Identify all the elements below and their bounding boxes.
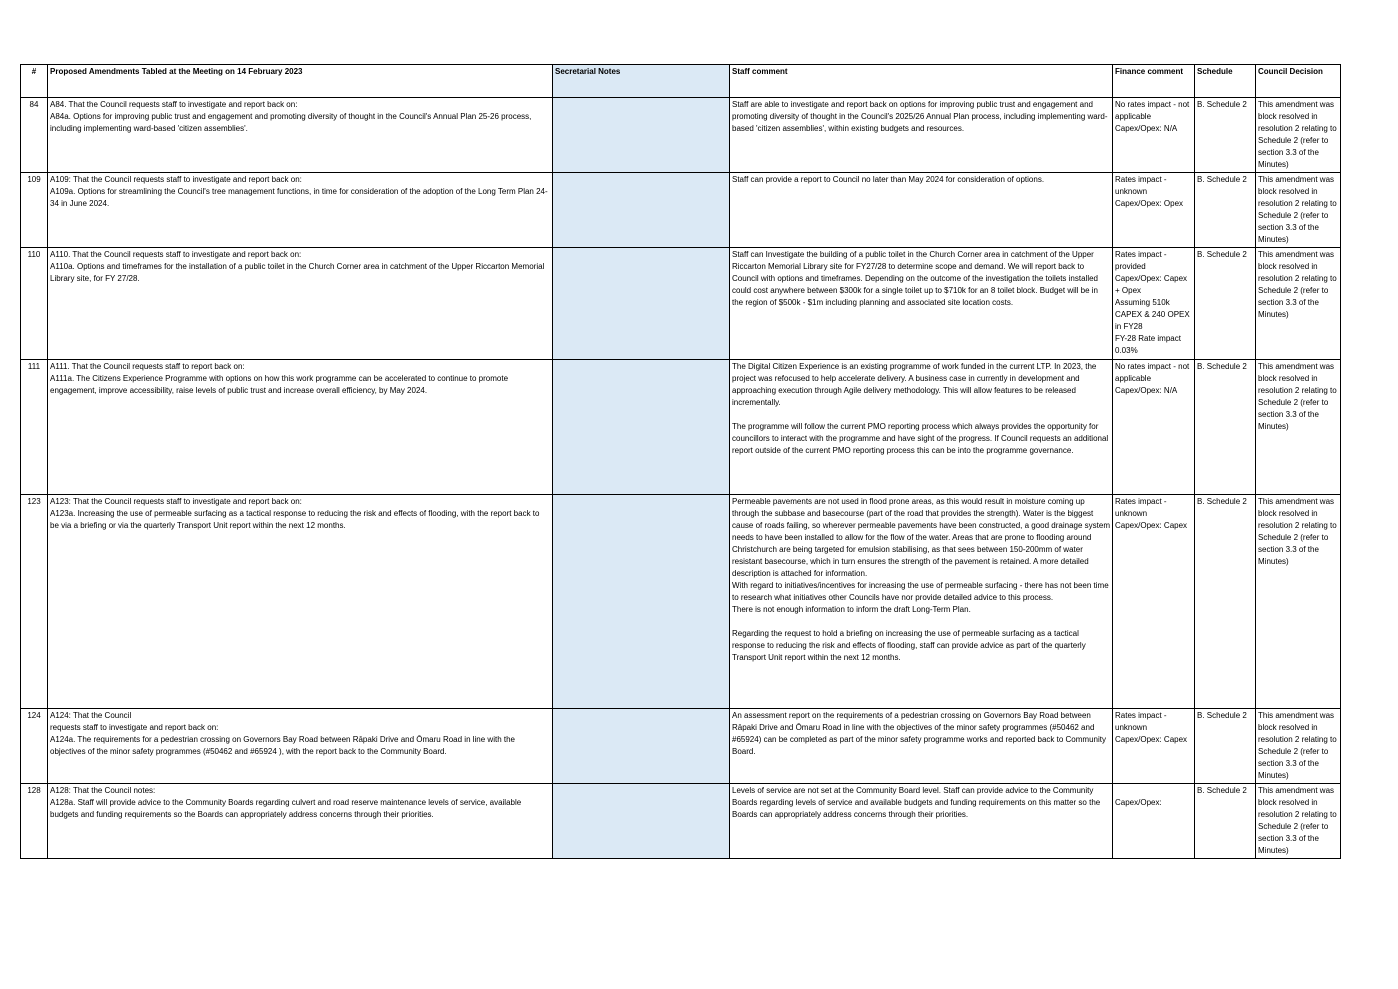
secretarial-notes-cell <box>553 173 730 248</box>
staff-comment-text <box>732 409 1110 421</box>
staff-comment-cell <box>730 360 1113 495</box>
table-header-row <box>21 65 1341 98</box>
secretarial-notes-cell <box>553 360 730 495</box>
row-number: 84 <box>21 98 48 173</box>
finance-comment-text: Rates impact - unknown <box>1115 497 1169 518</box>
staff-comment-cell <box>730 248 1113 360</box>
amendment-text: A110. That the Council requests staff to investigate and report back on: <box>50 250 302 259</box>
finance-comment-text: Capex/Opex: N/A <box>1115 386 1178 395</box>
header-finance-comment: Finance comment <box>1113 65 1195 98</box>
table-row <box>21 784 1341 859</box>
finance-comment-text: Capex/Opex: <box>1115 798 1162 807</box>
amendment-text: A128a. Staff will provide advice to the Community Boards regarding culvert and road reserve maintenance levels of service, available budgets and funding requirements so the Boards can appropriately address concerns through their priorities. <box>50 798 524 819</box>
amendment-text: A111a. The Citizens Experience Programme with options on how this work programme can be accelerated to continue to promote engagement, improve accessibility, raise levels of public trust and increase overall efficiency, by May 2024. <box>50 374 511 395</box>
row-number: 124 <box>21 709 48 784</box>
staff-comment-text <box>732 616 1110 628</box>
finance-comment-cell <box>1113 248 1195 360</box>
table-row <box>21 248 1341 360</box>
finance-comment-text: Assuming 510k CAPEX & 240 OPEX in FY28 <box>1115 298 1192 331</box>
staff-comment-text: Staff can provide a report to Council no later than May 2024 for consideration of options. <box>732 175 1045 184</box>
amendment-text: A84a. Options for improving public trust and engagement and promoting diversity of thought in the Council's Annual Plan 25-26 process, including implementing ward-based 'citizen assemblies'. <box>50 112 534 133</box>
staff-comment-text: An assessment report on the requirements of a pedestrian crossing on Governors Bay Road between Rāpaki Drive and Ōmaru Road in line with the objectives of the minor safety programmes (#50462 and #65924) can be completed as part of the minor safety programme works and reported back to Community Board. <box>732 711 1109 756</box>
staff-comment-text: Staff can Investigate the building of a public toilet in the Church Corner area in catchment of the Upper Riccarton Memorial Library site for FY27/28 to determine scope and demand. We will report back to Council with options and timeframes. Depending on the outcome of the investigation the toilets installed could cost anywhere between $300k for a single toilet up to $710k for an 8 toilet block. Budget will be in the region of $500k - $1m including planning and associated site location costs. <box>732 250 1101 307</box>
finance-comment-text <box>1115 785 1192 797</box>
finance-comment-text: Rates impact - unknown <box>1115 175 1169 196</box>
staff-comment-text: Regarding the request to hold a briefing on increasing the use of permeable surfacing as a tactical response to reducing the risk and effects of flooding, staff can provide advice as part of the quarterly Transport Unit report within the next 12 months. <box>732 629 1088 662</box>
staff-comment-text: The programme will follow the current PMO reporting process which always provides the opportunity for councillors to interact with the programme and have sight of the progress. If Council requests an additional report outside of the current PMO reporting process this can be into the programme governance. <box>732 422 1111 455</box>
secretarial-notes-cell <box>553 784 730 859</box>
amendment-text: A128: That the Council notes: <box>50 786 156 795</box>
amendment-cell <box>48 784 553 859</box>
council-decision-cell: This amendment was block resolved in resolution 2 relating to Schedule 2 (refer to section 3.3 of the Minutes) <box>1256 98 1341 173</box>
finance-comment-text: Rates impact - unknown <box>1115 711 1169 732</box>
table-row <box>21 709 1341 784</box>
staff-comment-cell <box>730 784 1113 859</box>
header-schedule: Schedule <box>1195 65 1256 98</box>
header-secretarial-notes: Secretarial Notes <box>553 65 730 98</box>
secretarial-notes-cell <box>553 98 730 173</box>
staff-comment-text: The Digital Citizen Experience is an existing programme of work funded in the current LTP. In 2023, the project was refocused to help accelerate delivery. A business case in currently in development and approaching execution through Agile delivery methodology. This will allow features to be released incrementally. <box>732 362 1099 407</box>
schedule-cell: B. Schedule 2 <box>1195 495 1256 709</box>
schedule-cell: B. Schedule 2 <box>1195 709 1256 784</box>
finance-comment-cell <box>1113 360 1195 495</box>
finance-comment-text: Capex/Opex: N/A <box>1115 124 1178 133</box>
table-row <box>21 495 1341 709</box>
schedule-cell: B. Schedule 2 <box>1195 248 1256 360</box>
secretarial-notes-cell <box>553 495 730 709</box>
staff-comment-cell <box>730 709 1113 784</box>
finance-comment-text: Capex/Opex: Capex <box>1115 521 1188 530</box>
row-number: 109 <box>21 173 48 248</box>
council-decision-cell: This amendment was block resolved in resolution 2 relating to Schedule 2 (refer to section 3.3 of the Minutes) <box>1256 173 1341 248</box>
header-staff-comment: Staff comment <box>730 65 1113 98</box>
amendment-text: A123a. Increasing the use of permeable surfacing as a tactical response to reducing the risk and effects of flooding, with the report back to be via a briefing or via the quarterly Transport Unit report within the next 12 months. <box>50 509 542 530</box>
header-number: # <box>21 65 48 98</box>
staff-comment-text: There is not enough information to inform the draft Long-Term Plan. <box>732 605 971 614</box>
schedule-cell: B. Schedule 2 <box>1195 173 1256 248</box>
staff-comment-text: Levels of service are not set at the Community Board level. Staff can provide advice to the Community Boards regarding levels of service and available budgets and funding requirements on this matter so the Boards can appropriately address concerns through their priorities. <box>732 786 1103 819</box>
table-row <box>21 360 1341 495</box>
amendment-text: requests staff to investigate and report back on: <box>50 723 219 732</box>
table-body <box>21 98 1341 859</box>
amendment-cell <box>48 709 553 784</box>
finance-comment-text: Capex/Opex: Capex + Opex <box>1115 274 1190 295</box>
staff-comment-cell <box>730 495 1113 709</box>
council-decision-cell: This amendment was block resolved in resolution 2 relating to Schedule 2 (refer to section 3.3 of the Minutes) <box>1256 784 1341 859</box>
table-row <box>21 173 1341 248</box>
council-decision-cell: This amendment was block resolved in resolution 2 relating to Schedule 2 (refer to section 3.3 of the Minutes) <box>1256 495 1341 709</box>
schedule-cell: B. Schedule 2 <box>1195 98 1256 173</box>
header-council-decision: Council Decision <box>1256 65 1341 98</box>
amendment-cell <box>48 360 553 495</box>
finance-comment-text: FY-28 Rate impact 0.03% <box>1115 334 1184 355</box>
finance-comment-cell <box>1113 495 1195 709</box>
amendment-text: A109a. Options for streamlining the Council's tree management functions, in time for consideration of the adoption of the Long Term Plan 24-34 in June 2024. <box>50 187 548 208</box>
schedule-cell: B. Schedule 2 <box>1195 784 1256 859</box>
amendment-text: A109: That the Council requests staff to investigate and report back on: <box>50 175 302 184</box>
amendment-text: A84. That the Council requests staff to investigate and report back on: <box>50 100 298 109</box>
amendments-table <box>20 64 1341 859</box>
finance-comment-cell <box>1113 98 1195 173</box>
finance-comment-cell <box>1113 173 1195 248</box>
amendment-cell <box>48 173 553 248</box>
row-number: 111 <box>21 360 48 495</box>
row-number: 128 <box>21 784 48 859</box>
amendment-text: A124: That the Council <box>50 711 132 720</box>
table-row <box>21 98 1341 173</box>
staff-comment-text: With regard to initiatives/incentives for increasing the use of permeable surfacing - there has not been time to research what initiatives other Councils have nor provide detailed advice to this process. <box>732 581 1111 602</box>
amendment-cell <box>48 98 553 173</box>
secretarial-notes-cell <box>553 709 730 784</box>
amendment-text: A124a. The requirements for a pedestrian crossing on Governors Bay Road between Rāpaki Drive and Ōmaru Road in line with the objectives of the minor safety programmes (#50462 and #65924 ), with the report back to the Community Board. <box>50 735 518 756</box>
finance-comment-text: Capex/Opex: Capex <box>1115 735 1188 744</box>
row-number: 123 <box>21 495 48 709</box>
finance-comment-text: Rates impact - provided <box>1115 250 1169 271</box>
finance-comment-cell <box>1113 709 1195 784</box>
staff-comment-cell <box>730 173 1113 248</box>
finance-comment-text: No rates impact - not applicable <box>1115 362 1192 383</box>
amendment-text: A110a. Options and timeframes for the installation of a public toilet in the Church Corner area in catchment of the Upper Riccarton Memorial Library site, for FY 27/28. <box>50 262 547 283</box>
staff-comment-cell <box>730 98 1113 173</box>
secretarial-notes-cell <box>553 248 730 360</box>
staff-comment-text: Permeable pavements are not used in flood prone areas, as this would result in moisture coming up through the subbase and basecourse (part of the road that provides the strength). Water is the biggest cause of roads failing, so wherever permeable pavements have been constructed, a good drainage system needs to have been installed to allow for the flow of the water. Areas that are prone to flooding around Christchurch are being targeted for emulsion stabilising, as that sees between 150-200mm of water resistant basecourse, which in turn ensures the strength of the pavement is retained. A more detailed description is attached for information. <box>732 497 1113 578</box>
council-decision-cell: This amendment was block resolved in resolution 2 relating to Schedule 2 (refer to section 3.3 of the Minutes) <box>1256 360 1341 495</box>
staff-comment-text: Staff are able to investigate and report back on options for improving public trust and engagement and promoting diversity of thought in the Council's 2025/26 Annual Plan process, including implementing ward-based 'citizen assemblies', within existing budgets and resources. <box>732 100 1108 133</box>
finance-comment-cell <box>1113 784 1195 859</box>
council-decision-cell: This amendment was block resolved in resolution 2 relating to Schedule 2 (refer to section 3.3 of the Minutes) <box>1256 709 1341 784</box>
council-decision-cell: This amendment was block resolved in resolution 2 relating to Schedule 2 (refer to section 3.3 of the Minutes) <box>1256 248 1341 360</box>
amendment-text: A123: That the Council requests staff to investigate and report back on: <box>50 497 302 506</box>
finance-comment-text: No rates impact - not applicable <box>1115 100 1192 121</box>
header-proposed-amendments: Proposed Amendments Tabled at the Meeting on 14 February 2023 <box>48 65 553 98</box>
amendment-cell <box>48 248 553 360</box>
amendment-cell <box>48 495 553 709</box>
amendment-text: A111. That the Council requests staff to report back on: <box>50 362 245 371</box>
finance-comment-text: Capex/Opex: Opex <box>1115 199 1184 208</box>
row-number: 110 <box>21 248 48 360</box>
schedule-cell: B. Schedule 2 <box>1195 360 1256 495</box>
